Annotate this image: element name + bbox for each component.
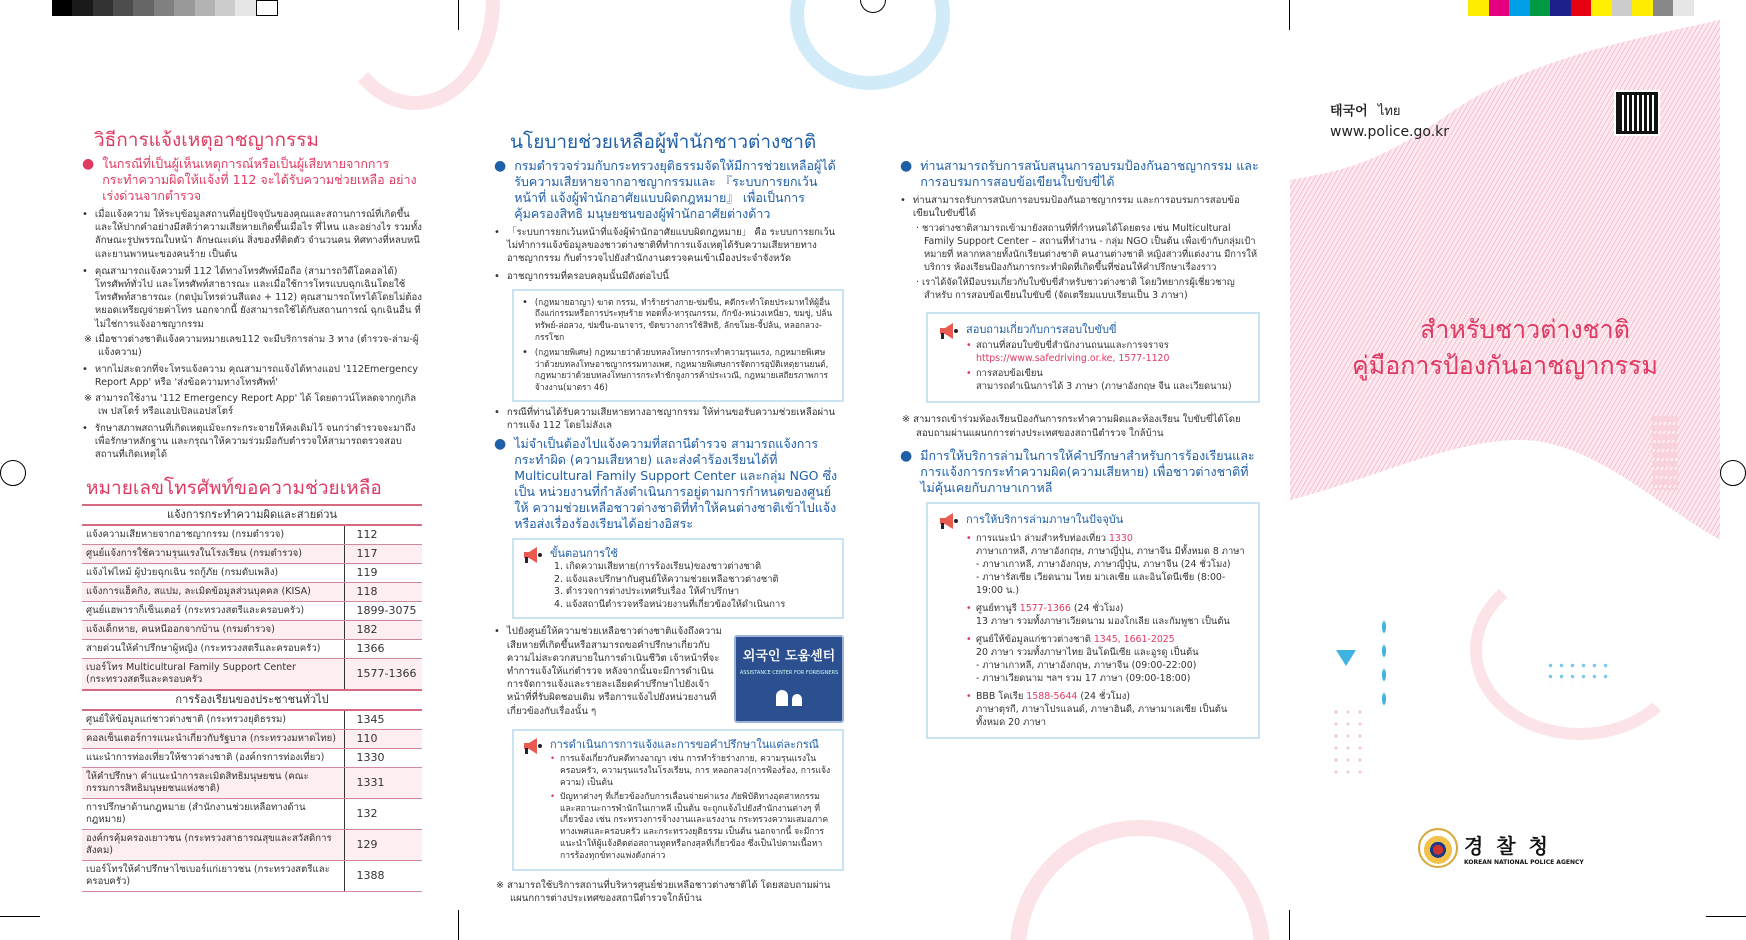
service-number[interactable]: 1588-5644 xyxy=(1026,690,1078,702)
language-label xyxy=(1330,100,1401,121)
phone-number[interactable]: 110 xyxy=(344,729,422,748)
box-item: • (กฎหมายพิเศษ) กฎหมายว่าด้วยบทลงโทษการกระทำความรุนแรง, กฎหมายพิเศษ ว่าด้วยบทลงโทษอาชญากรรมทางเพศ, กฎหมายพิเศษการจัดการอุบัติเหตุยานยนต์, กฎหมายว่าด้วยบทลงโทษการกระทำชักจูงการค้าประเวณี, กฎหมายเสถียรภาพการ จ้างงาน(มาตรา 46) xyxy=(522,347,834,393)
service-name: แจ้งการแฮ็คกิง, สแปม, ละเมิดข้อมูลส่วนบุคคล (KISA) xyxy=(82,582,344,601)
table-row xyxy=(82,798,422,829)
table-group-header xyxy=(82,690,422,710)
decor-arc-blue xyxy=(790,0,950,90)
steps-list xyxy=(550,561,785,611)
service-name: แจ้งความเสียหายจากอาชญากรรม (กรมตำรวจ) xyxy=(82,525,344,545)
step-item: 1. เกิดความเสียหาย(การร้องเรียน)ของชาวต่างชาติ xyxy=(554,560,762,572)
middle-panel xyxy=(494,130,844,910)
service-label: ศูนย์ให้ข้อมูลแก่ชาวต่างชาติ xyxy=(976,633,1094,645)
phone-number[interactable]: 1330 xyxy=(344,748,422,767)
service-detail: 20 ภาษา รวมทั้งภาษาไทย อินโดนีเซีย และอูรดู เป็นต้น xyxy=(976,646,1199,658)
bullet: • หากไม่สะดวกที่จะโทรแจ้งความ คุณสามารถแจ้งได้ทางแอป '112Emergency Report App' หรือ 'ส่งข้อความทางโทรศัพท์' xyxy=(82,363,422,389)
service-label: ศูนย์ทานูรี xyxy=(976,602,1020,614)
lead-text: กรมตำรวจร่วมกับกระทรวงยุติธรรมจัดให้มีการช่วยเหลือผู้ได้รับความเสียหายจากอาชญากรรมและ 『ระบบการยกเว้นหน้าที่ แจ้งผู้พำนักอาศัยแบบผิดกฎหมาย』 เพื่อเป็นการคุ้มครองสิทธิ มนุษยชนของผู้พำนักอาศัยต่างด้าว xyxy=(514,158,836,221)
registration-bar-color xyxy=(1468,0,1694,16)
box-item-text: (กฎหมายอาญา) ฆาต กรรม, ทำร้ายร่างกาย-ข่มขืน, คดีกระทำโดยประมาทให้ผู้อื่นถึงแก่กรรมหรือการประทุษร้าย ทอดทิ้ง-ทารุณกรรม, กักขัง-หน่วงเหนี่ยว, ขมขู่, ปล้นทรัพย์-ล่อลวง, ข่มขืน-อนาจาร, ขัดขวางการใช้สิทธิ, ลักขโมย-จี้ปล้น, หลอกลวง-กรรโชก xyxy=(534,296,833,342)
lead-bullet: ● ท่านสามารถรับการสนับสนุนการอบรมป้องกันอาชญากรรม และการอบรมการสอบข้อเขียนใบขับขี่ได้ xyxy=(900,158,1259,189)
service-name: การปรึกษาด้านกฎหมาย (สำนักงานช่วยเหลือทางด้านกฎหมาย) xyxy=(82,798,344,829)
phone-number[interactable]: 1345 xyxy=(344,710,422,730)
interpreter-item xyxy=(966,633,1248,685)
table-row xyxy=(82,582,422,601)
steps-header xyxy=(522,546,834,611)
interpreter-list xyxy=(966,532,1248,729)
service-name: แนะนำการท่องเที่ยวให้ชาวต่างชาติ (องค์กรการท่องเที่ยว) xyxy=(82,748,344,767)
crop-mark xyxy=(1706,916,1746,917)
phone-number[interactable]: 112 xyxy=(344,525,422,545)
phone-number[interactable]: 1331 xyxy=(344,767,422,798)
consult-box xyxy=(512,729,844,870)
bullet: • กรณีที่ท่านได้รับความเสียหายทางอาชญากรรม ให้ท่านขอรับความช่วยเหลือผ่านการแจ้ง 112 โดยไม่ลังเล xyxy=(494,406,844,432)
phone-number[interactable]: 182 xyxy=(344,620,422,639)
box-item: • การสอบข้อเขียน xyxy=(966,367,1232,380)
bullet-text: เมื่อแจ้งความ ให้ระบุข้อมูลสถานที่อยู่ปัจจุบันของคุณและสถานการณ์ที่เกิดขึ้นและให้ปากคำอย่างมีสติว่าความเสียหายเกิดขึ้นเมื่อไร ที่ไหน และอย่างไร รวมทั้งลักษณะรูปพรรณใบหน้า ลักษณะเด่น สิ่งของที่ติดตัว จำนวนคน ทิศทางที่หลบหนี และยานพาหนะของคนร้าย เป็นต้น xyxy=(94,209,422,260)
table-row xyxy=(82,620,422,639)
bullet: • อาชญากรรมที่ครอบคลุมนั้นมีดังต่อไปนี้ xyxy=(494,270,669,282)
bullet-text: ท่านสามารถรับการสนับการอบรมป้องกันอาชญากรรม และการอบรมการสอบข้อเขียนใบขับขี่ได้ xyxy=(912,195,1240,220)
right-panel xyxy=(900,158,1260,798)
service-detail: - ภาษาเวียดนาม ฯลฯ รวม 17 ภาษา (09:00-18:00) xyxy=(976,672,1191,684)
phone-number[interactable]: 118 xyxy=(344,582,422,601)
people-icon xyxy=(774,686,804,706)
bullet: • ท่านสามารถรับการสนับการอบรมป้องกันอาชญากรรม และการอบรมการสอบข้อเขียนใบขับขี่ได้ xyxy=(900,194,1260,220)
service-detail: - ภาษาเกาหลี, ภาษาอังกฤษ, ภาษาญี่ปุ่น, ภาษาจีน (24 ชั่วโมง) xyxy=(976,558,1231,570)
step-item: 3. ตำรวจการต่างประเทศรับเรื่อง ให้คำปรึกษา xyxy=(554,586,740,598)
service-label: BBB โคเรีย xyxy=(976,690,1027,702)
decor-dots-blue xyxy=(1380,615,1388,715)
table-row xyxy=(82,729,422,748)
step-item: 4. แจ้งสถานีตำรวจหรือหน่วยงานที่เกี่ยวข้องให้ดำเนินการ xyxy=(554,598,786,610)
service-name: ศูนย์ให้ข้อมูลแก่ชาวต่างชาติ (กระทรวงยุติธรรม) xyxy=(82,710,344,730)
service-detail: - ภาษารัสเซีย เวียดนาม ไทย มาเลเซีย และอินโดนีเซีย (8:00-19:00 น.) xyxy=(976,571,1226,596)
license-header xyxy=(938,322,1248,393)
note: ※ สามารถเข้าร่วมห้องเรียนป้องกันการกระทำความผิดและห้องเรียน ใบขับขี่ได้โดย สอบถามผ่านแผนกการต่างประเทศของสถานีตำรวจ ใกล้บ้าน xyxy=(902,414,1241,439)
service-name: องค์กรคุ้มครองเยาวชน (กระทรวงสาธารณสุขและสวัสดิการสังคม) xyxy=(82,829,344,860)
decor-triangle xyxy=(1336,650,1356,666)
bullet: • เมื่อแจ้งความ ให้ระบุข้อมูลสถานที่อยู่ปัจจุบันของคุณและสถานการณ์ที่เกิดขึ้นและให้ปากคำอย่างมีสติว่าความเสียหายเกิดขึ้นเมื่อไร ที่ไหน และอย่างไร รวมทั้งลักษณะรูปพรรณใบหน้า ลักษณะเด่น สิ่งของที่ติดตัว จำนวนคน ทิศทางที่หลบหนี และยานพาหนะของคนร้าย เป็นต้น xyxy=(82,209,422,260)
service-name: แจ้งไฟไหม้ ผู้ป่วยฉุกเฉิน รถกู้ภัย (กรมดับเพลิง) xyxy=(82,563,344,582)
service-hours: (24 ชั่วโมง) xyxy=(1070,602,1124,614)
service-name: ให้คำปรึกษา คำแนะนำการละเมิดสิทธิมนุษยชน (คณะกรรมการสิทธิมนุษยชนแห่งชาติ) xyxy=(82,767,344,798)
language-thai: ไทย xyxy=(1377,104,1401,119)
decor-arc-pink xyxy=(330,0,500,110)
service-number[interactable]: 1330 xyxy=(1108,532,1133,544)
decor-dots-blue xyxy=(1545,660,1609,686)
phone-number[interactable]: 132 xyxy=(344,798,422,829)
interpreter-item xyxy=(966,602,1248,628)
service-name: สายด่วนให้คำปรึกษาผู้หญิง (กระทรวงสตรีและครอบครัว) xyxy=(82,639,344,658)
lead-bullet: ● มีการให้บริการล่ามในการให้คำปรึกษาสำหรับการร้องเรียนและการแจ้งการกระทำความผิด(ความเสียหาย) เพื่อชาวต่างชาติที่ไม่คุ้นเคยกับภาษาเกาหลี xyxy=(900,448,1260,496)
agency-name-english: KOREAN NATIONAL POLICE AGENCY xyxy=(1464,859,1584,866)
service-hours: (24 ชั่วโมง) xyxy=(1077,690,1131,702)
decor-arc-pink xyxy=(1010,820,1270,940)
safedriving-link[interactable]: https://www.safedriving.or.ke, 1577-1120 xyxy=(976,353,1170,365)
center-info-row xyxy=(494,625,844,723)
cover-title xyxy=(1320,312,1690,384)
box-item-detail: สามารถดำเนินการได้ 3 ภาษา (ภาษาอังกฤษ จีน และเวียดนาม) xyxy=(976,381,1232,393)
table-row xyxy=(82,829,422,860)
sign-korean: 외국인 도움센터 xyxy=(742,649,836,665)
box-item-text: (กฎหมายพิเศษ) กฎหมายว่าด้วยบทลงโทษการกระทำความรุนแรง, กฎหมายพิเศษ ว่าด้วยบทลงโทษอาชญากรรมทางเพศ, กฎหมายพิเศษการจัดการอุบัติเหตุยานยนต์, กฎหมายว่าด้วยบทลงโทษการกระทำชักจูงการค้าประเวณี, กฎหมายเสถียรภาพการ จ้างงาน(มาตรา 46) xyxy=(534,347,829,392)
lead-text: ในกรณีที่เป็นผู้เห็นเหตุการณ์หรือเป็นผู้เสียหายจากการ กระทำความผิดให้แจ้งที่ 112 จะได้รับความช่วยเหลือ อย่างเร่งด่วนจากตำรวจ xyxy=(102,156,417,203)
bullet-text: ไปยังศูนย์ให้ความช่วยเหลือชาวต่างชาติแจ้งถึงความเสียหายที่เกิดขึ้นหรือสามารถขอคำปรึกษาเกี่ยวกับความไม่สะดวกสบายในการดำเนินชีวิต เจ้าหน้าที่จะทำการแจ้งให้แก่ตำรวจ หลังจากนั้นจะมีการดำเนินการจัดการแจ้งและรายละเอียดคำปรึกษาไปยังเจ้าหน้าที่ที่รับผิดชอบเดิม หรือการแจ้งไปยังหน่วยงานที่เกี่ยวข้องกับเรื่องนั้น ๆ xyxy=(506,626,722,717)
service-detail: ภาษาตุรกี, ภาษาโปรแลนด์, ภาษาฮินดี, ภาษามาเลเซีย เป็นต้น ทั้งหมด 20 ภาษา xyxy=(976,703,1228,728)
lead-text: ท่านสามารถรับการสนับสนุนการอบรมป้องกันอาชญากรรม และการอบรมการสอบข้อเขียนใบขับขี่ได้ xyxy=(920,158,1259,189)
phone-number[interactable]: 1366 xyxy=(344,639,422,658)
bullet-text: คุณสามารถแจ้งความที่ 112 ได้ทางโทรศัพท์มือถือ (สามารถวิดีโอคอลได้) โทรศัพท์ทั่วไป และโทรศัพท์สาธารณะ และเมื่อใช้การโทรแบบฉุกเฉินโดยใช้โทรศัพท์สาธารณะ (กดปุ่มโทรด่วนสีแดง + 112) คุณสามารถโทรได้โดยไม่ต้องหยอดเหรียญจ่ายค่าโทร นอกจากนี้ ยังสามารถใช้ได้กับสถานการณ์ ฉุกเฉินอื่น ที่ไม่ใช่การแจ้งอาชญากรรม xyxy=(94,265,422,330)
lead-bullet: ● ในกรณีที่เป็นผู้เห็นเหตุการณ์หรือเป็นผู้เสียหายจากการ กระทำความผิดให้แจ้งที่ 112 จะได้รับความช่วยเหลือ อย่างเร่งด่วนจากตำรวจ xyxy=(82,156,422,204)
box-title: การดำเนินการการแจ้งและการขอคำปรึกษาในแต่ละกรณี xyxy=(550,738,819,752)
phone-number[interactable]: 117 xyxy=(344,544,422,563)
registration-target xyxy=(0,460,26,486)
service-number[interactable]: 1345, 1661-2025 xyxy=(1093,633,1175,645)
table-row xyxy=(82,639,422,658)
bullet: • ไปยังศูนย์ให้ความช่วยเหลือชาวต่างชาติแจ้งถึงความเสียหายที่เกิดขึ้นหรือสามารถขอคำปรึกษาเกี่ยวกับความไม่สะดวกสบายในการดำเนินชีวิต เจ้าหน้าที่จะทำการแจ้งให้แก่ตำรวจ หลังจากนั้นจะมีการดำเนินการจัดการแจ้งและรายละเอียดคำปรึกษาไปยังเจ้าหน้าที่ที่รับผิดชอบเดิม หรือการแจ้งไปยังหน่วยงานที่เกี่ยวข้องกับเรื่องนั้น ๆ xyxy=(494,625,726,723)
service-detail: 13 ภาษา รวมทั้งภาษาเวียดนาม มองโกเลีย และกัมพูชา เป็นต้น xyxy=(976,615,1230,627)
bullet: • คุณสามารถแจ้งความที่ 112 ได้ทางโทรศัพท์มือถือ (สามารถวิดีโอคอลได้) โทรศัพท์ทั่วไป และโทรศัพท์สาธารณะ และเมื่อใช้การโทรแบบฉุกเฉินโดยใช้โทรศัพท์สาธารณะ (กดปุ่มโทรด่วนสีแดง + 112) คุณสามารถโทรได้โดยไม่ต้องหยอดเหรียญจ่ายค่าโทร นอกจากนี้ ยังสามารถใช้ได้กับสถานการณ์ ฉุกเฉินอื่น ที่ไม่ใช่การแจ้งอาชญากรรม xyxy=(82,265,422,330)
phone-number[interactable]: 1577-1366 xyxy=(344,658,422,690)
box-item: • (กฎหมายอาญา) ฆาต กรรม, ทำร้ายร่างกาย-ข่มขืน, คดีกระทำโดยประมาทให้ผู้อื่นถึงแก่กรรมหรือการประทุษร้าย ทอดทิ้ง-ทารุณกรรม, กักขัง-หน่วงเหนี่ยว, ขมขู่, ปล้นทรัพย์-ล่อลวง, ข่มขืน-อนาจาร, ขัดขวางการใช้สิทธิ, ลักขโมย-จี้ปล้น, หลอกลวง-กรรโชก xyxy=(522,296,833,342)
table-row xyxy=(82,748,422,767)
service-name: เบอร์โทร Multicultural Family Support Center (กระทรวงสตรีและครอบครัว xyxy=(82,658,344,690)
megaphone-icon xyxy=(522,546,544,564)
crop-mark xyxy=(1289,910,1290,940)
cover-title-line-2: คู่มือการป้องกันอาชญากรรม xyxy=(1352,351,1658,380)
decor-dots-pink xyxy=(1330,706,1366,776)
lead-text: ไม่จำเป็นต้องไปแจ้งความที่สถานีตำรวจ สามารถแจ้งการ กระทำผิด (ความเสียหาย) และส่งคำร้องเรียนได้ที่ Multicultural Family Support Center และกลุ่ม NGO ซึ่งเป็น หน่วยงานที่กำลังดำเนินการอยู่ตามการกำหนดของศูนย์ให้ ความช่วยเหลือชาวต่างชาติที่ทำให้คนต่างชาติเข้าไปแจ้ง หรือส่งเรื่องร้องเรียนได้อย่างอิสระ xyxy=(514,435,838,531)
group-header-text: การร้องเรียนของประชาชนทั่วไป xyxy=(82,690,422,710)
group-header-text: แจ้งการกระทำความผิดและสายด่วน xyxy=(82,505,422,525)
bullet: • รักษาสภาพสถานที่เกิดเหตุแม้จะกระกระจายให้คงเดิมไว้ จนกว่าตำรวจจะมาถึงเพื่อรักษาหลักฐาน และกรุณาให้ความร่วมมือกับตำรวจให้สามารถตรวจสอบ สถานที่เกิดเหตุได้ xyxy=(82,422,422,462)
crop-mark xyxy=(0,916,40,917)
note: ※ สามารถใช้บริการสถานที่บริหารศูนย์ช่วยเหลือชาวต่างชาติได้ โดยสอบถามผ่านแผนกการต่างประเทศของสถานีตำรวจใกล้บ้าน xyxy=(496,879,831,904)
sub-item: · เราได้จัดให้มีอบรมเกี่ยวกับใบขับขี่สำหรับชาวต่างชาติ โดยวิทยากรผู้เชี่ยวชาญสำหรับ การสอบข้อเขียนใบขับขี่ (จัดเตรียมแบบเรียนเป็น 3 ภาษา) xyxy=(916,277,1235,302)
megaphone-icon xyxy=(522,737,544,755)
lead-text: มีการให้บริการล่ามในการให้คำปรึกษาสำหรับการร้องเรียนและการแจ้งการกระทำความผิด(ความเสียหาย) เพื่อชาวต่างชาติที่ไม่คุ้นเคยกับภาษาเกาหลี xyxy=(920,447,1255,495)
crop-mark xyxy=(458,910,459,940)
bullet-text: รักษาสภาพสถานที่เกิดเหตุแม้จะกระกระจายให้คงเดิมไว้ จนกว่าตำรวจจะมาถึงเพื่อรักษาหลักฐาน และกรุณาให้ความร่วมมือกับตำรวจให้สามารถตรวจสอบ สถานที่เกิดเหตุได้ xyxy=(94,423,416,461)
table-title: หมายเลขโทรศัพท์ขอความช่วยเหลือ xyxy=(86,476,382,499)
box-item: • การแจ้งเกี่ยวกับคดีทางอาญา เช่น การทำร้ายร่างกาย, ความรุนแรงในครอบครัว, ความรุนแรงในโรงเรียน, การ หลอกลวง(การฟ้องร้อง, การแจ้งความ) เป็นต้น xyxy=(550,754,834,789)
table-group-header xyxy=(82,505,422,525)
sub-item-text: ชาวต่างชาติสามารถเข้ามายังสถานที่ที่กำหนดได้โดยตรง เช่น Multicultural Family Support Center – สถานที่ทำงาน - กลุ่ม NGO เป็นต้น เพื่อเข้ากับกลุ่มเป้าหมายที่ หลากหลายทั้งนักเรียนต่างชาติ คนงานต่างชาติ หญิงสาวที่แต่งงาน มีการให้บริการ ห้องเรียนป้องกันการกระทำผิดที่เกิดขึ้นที่ซ่อนให้คำปรึกษาเรื่องราว xyxy=(921,223,1258,274)
consult-header xyxy=(522,737,834,862)
megaphone-icon xyxy=(938,512,960,530)
police-emblem-icon xyxy=(1418,828,1458,868)
box-title: การให้บริการล่ามภาษาในปัจจุบัน xyxy=(966,512,1124,526)
table-row xyxy=(82,860,422,891)
website-url[interactable]: www.police.go.kr xyxy=(1330,124,1450,140)
sub-item-text: เราได้จัดให้มีอบรมเกี่ยวกับใบขับขี่สำหรับชาวต่างชาติ โดยวิทยากรผู้เชี่ยวชาญสำหรับ การสอบข้อเขียนใบขับขี่ (จัดเตรียมแบบเรียนเป็น 3 ภาษา) xyxy=(921,277,1235,302)
registration-target xyxy=(1720,460,1746,486)
service-name: คอลเซ็นเตอร์การแนะนำเกี่ยวกับรัฐบาล (กระทรวงมหาดไทย) xyxy=(82,729,344,748)
note: ※ สามารถใช้งาน '112 Emergency Report App' ได้ โดยดาวน์โหลดจากกูเกิลเพ ปสโตร์ หรือแอปเปิลแอปสโตร์ xyxy=(84,392,417,417)
section-title: นโยบายช่วยเหลือผู้พำนักชาวต่างชาติ xyxy=(510,131,817,153)
cover-title-line-1: สำหรับชาวต่างชาติ xyxy=(1420,315,1630,344)
bullet-text: หากไม่สะดวกที่จะโทรแจ้งความ คุณสามารถแจ้งได้ทางแอป '112Emergency Report App' หรือ 'ส่งข้อความทางโทรศัพท์' xyxy=(94,364,419,389)
step-item: 2. แจ้งและปรึกษากับศูนย์ให้ความช่วยเหลือชาวต่างชาติ xyxy=(554,573,779,585)
sub-list xyxy=(900,222,1260,302)
police-agency-logo xyxy=(1418,828,1584,868)
interpreter-item xyxy=(966,690,1248,729)
table-row xyxy=(82,544,422,563)
interpreter-box xyxy=(926,502,1260,739)
box-item: • ปัญหาต่างๆ ที่เกี่ยวข้องกับการเลื่อนจ่ายค่าแรง ภัยพิบัติทางอุตสาหกรรม และสถานะการพำนักในเกาหลี เป็นต้น จะถูกแจ้งไปยังสำนักงานต่างๆ ที่ เกี่ยวข้อง เช่น กระทรวงการจ้างงานและแรงงาน กระทรวงความเสมอภาค ทางเพศและครอบครัว และกระทรวงยุติธรรม เป็นต้น นอกจากนี้ จะมีการ แนะนำให้ผู้แจ้งติดต่อสถานทูตหรือกงสุลที่เกี่ยวข้อง ซึ่งเป็นไปตามเนื้อหา การร้องทุกข์ทางแพ่งดังกล่าว xyxy=(550,792,834,863)
section-title: วิธีการแจ้งเหตุอาชญากรรม xyxy=(94,129,319,151)
service-detail: - ภาษาเกาหลี, ภาษาอังกฤษ, ภาษาจีน (09:00-22:00) xyxy=(976,659,1197,671)
phone-number[interactable]: 119 xyxy=(344,563,422,582)
phone-number[interactable]: 1899-3075 xyxy=(344,601,422,620)
service-detail: ภาษาเกาหลี, ภาษาอังกฤษ, ภาษาญี่ปุ่น, ภาษาจีน มีทั้งหมด 8 ภาษา xyxy=(976,545,1245,557)
interpreter-item xyxy=(966,532,1248,597)
table-row xyxy=(82,563,422,582)
decor-arc-pink xyxy=(1470,560,1690,740)
note: ※ เมื่อชาวต่างชาติแจ้งความหมายเลข112 จะมีบริการล่าม 3 ทาง (ตำรวจ-ล่าม-ผู้แจ้งความ) xyxy=(84,333,419,359)
service-name: แจ้งเด็กหาย, คนหนีออกจากบ้าน (กรมตำรวจ) xyxy=(82,620,344,639)
service-name: ศูนย์แฮพาราก็เซ็นเตอร์ (กระทรวงสตรีและครอบครัว) xyxy=(82,601,344,620)
lead-bullet: ● กรมตำรวจร่วมกับกระทรวงยุติธรรมจัดให้มีการช่วยเหลือผู้ได้รับความเสียหายจากอาชญากรรมและ 『ระบบการยกเว้นหน้าที่ แจ้งผู้พำนักอาศัยแบบผิดกฎหมาย』 เพื่อเป็นการคุ้มครองสิทธิ มนุษยชนของผู้พำนักอาศัยต่างด้าว xyxy=(494,158,844,222)
crime-list-box xyxy=(512,289,844,402)
lead-bullet: ● ไม่จำเป็นต้องไปแจ้งความที่สถานีตำรวจ สามารถแจ้งการ กระทำผิด (ความเสียหาย) และส่งคำร้องเรียนได้ที่ Multicultural Family Support Center และกลุ่ม NGO ซึ่งเป็น หน่วยงานที่กำลังดำเนินการอยู่ตามการกำหนดของศูนย์ให้ ความช่วยเหลือชาวต่างชาติที่ทำให้คนต่างชาติเข้าไปแจ้ง หรือส่งเรื่องร้องเรียนได้อย่างอิสระ xyxy=(494,436,844,532)
bullet-text: กรณีที่ท่านได้รับความเสียหายทางอาชญากรรม ให้ท่านขอรับความช่วยเหลือผ่านการแจ้ง 112 โดยไม่ลังเล xyxy=(506,406,836,431)
left-panel xyxy=(82,128,422,908)
phone-number[interactable]: 129 xyxy=(344,829,422,860)
assistance-center-sign xyxy=(734,635,844,723)
license-box xyxy=(926,312,1260,403)
table-row xyxy=(82,767,422,798)
box-title: สอบถามเกี่ยวกับการสอบใบขับขี่ xyxy=(966,323,1117,337)
table-row xyxy=(82,525,422,545)
service-name: ศูนย์แจ้งการใช้ความรุนแรงในโรงเรียน (กรมตำรวจ) xyxy=(82,544,344,563)
interpreter-header xyxy=(938,512,1248,729)
bullet-text: อาชญากรรมที่ครอบคลุมนั้นมีดังต่อไปนี้ xyxy=(506,270,669,282)
phone-table xyxy=(82,504,422,892)
service-name: เบอร์โทรให้คำปรึกษาไซเบอร์แก่เยาวชน (กระทรวงสตรีและครอบครัว) xyxy=(82,860,344,891)
service-number[interactable]: 1577-1366 xyxy=(1019,602,1071,614)
bullet: • 「ระบบการยกเว้นหน้าที่แจ้งผู้พำนักอาศัยแบบผิดกฎหมาย」 คือ ระบบการยกเว้นไม่ทำการแจ้งข้อมูลของชาวต่างชาติที่ทำการแจ้งเหตุได้รับความเสียหายทางอาชญากรรม กับตำรวจไปยังสำนักงานตรวจคนเข้าเมืองประจำจังหวัด xyxy=(494,226,844,266)
agency-name-korean: 경 찰 청 xyxy=(1464,834,1551,858)
sub-item: · ชาวต่างชาติสามารถเข้ามายังสถานที่ที่กำหนดได้โดยตรง เช่น Multicultural Family Support Center – สถานที่ทำงาน - กลุ่ม NGO เป็นต้น เพื่อเข้ากับกลุ่มเป้าหมายที่ หลากหลายทั้งนักเรียนต่างชาติ คนงานต่างชาติ หญิงสาวที่แต่งงาน มีการให้บริการ ห้องเรียนป้องกันการกระทำผิดที่เกิดขึ้นที่ซ่อนให้คำปรึกษาเรื่องราว xyxy=(916,223,1258,274)
qr-code[interactable] xyxy=(1616,92,1658,134)
service-label: การแนะนำ ล่ามสำหรับท่องเที่ยว xyxy=(976,532,1109,544)
box-item: • สถานที่สอบใบขับขี่สำนักงานถนนและการจราจร xyxy=(966,339,1232,352)
phone-number[interactable]: 1388 xyxy=(344,860,422,891)
steps-box xyxy=(512,538,844,619)
decor-squares xyxy=(1652,416,1678,490)
registration-bar-gray xyxy=(52,0,278,16)
table-row xyxy=(82,601,422,620)
box-title: ขั้นตอนการใช้ xyxy=(550,546,618,560)
megaphone-icon xyxy=(938,322,960,340)
language-korean: 태국어 xyxy=(1330,104,1368,119)
table-row xyxy=(82,710,422,730)
bullet-text: 「ระบบการยกเว้นหน้าที่แจ้งผู้พำนักอาศัยแบบผิดกฎหมาย」 คือ ระบบการยกเว้นไม่ทำการแจ้งข้อมูลของชาวต่างชาติที่ทำการแจ้งเหตุได้รับความเสียหายทางอาชญากรรม กับตำรวจไปยังสำนักงานตรวจคนเข้าเมืองประจำจังหวัด xyxy=(506,227,836,265)
table-row xyxy=(82,658,422,690)
sign-english: ASSISTANCE CENTER FOR FOREIGNERS xyxy=(739,670,839,677)
